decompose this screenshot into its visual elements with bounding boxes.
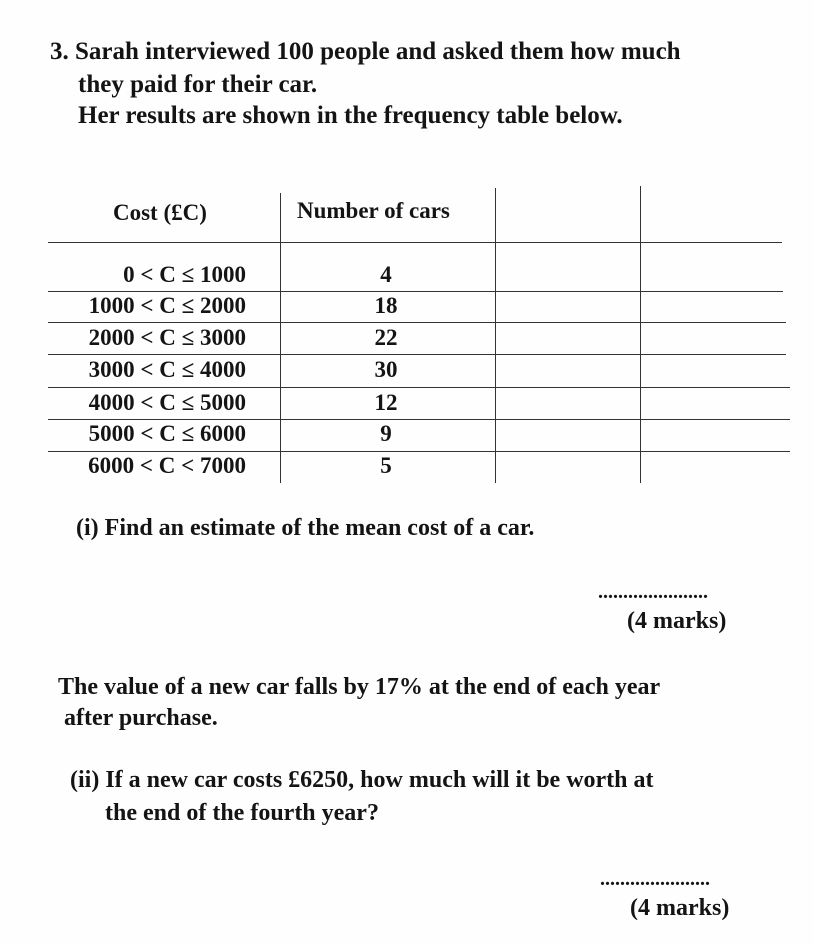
table-row-rule xyxy=(48,322,786,323)
part-i-question: (i) Find an estimate of the mean cost of a car. xyxy=(76,515,535,541)
part-ii-question-line-1: (ii) If a new car costs £6250, how much will it be worth at xyxy=(70,767,654,793)
table-column-divider xyxy=(495,188,496,483)
part-i-answer-line[interactable]: ...................... xyxy=(598,581,708,603)
table-cell-count: 18 xyxy=(374,293,398,318)
table-cell-count: 30 xyxy=(374,357,398,382)
part-ii-marks: (4 marks) xyxy=(630,895,730,921)
table-cell-count: 4 xyxy=(380,262,392,287)
table-cell-cost: 6000 < C < 7000 xyxy=(88,453,246,478)
table-header-number: Number of cars xyxy=(297,198,450,223)
table-cell-count: 9 xyxy=(380,421,392,446)
statement-line-2: after purchase. xyxy=(64,705,218,731)
table-cell-cost: 0 < C ≤ 1000 xyxy=(123,262,246,287)
table-row-rule xyxy=(48,354,786,355)
question-text-line-3: Her results are shown in the frequency table below. xyxy=(78,102,623,129)
table-row-rule xyxy=(48,387,790,388)
question-text-line-2: they paid for their car. xyxy=(78,71,318,98)
part-ii-answer-line[interactable]: ...................... xyxy=(600,868,710,890)
table-cell-count: 5 xyxy=(380,453,392,478)
table-header-cost: Cost (£C) xyxy=(113,200,207,225)
table-cell-cost: 5000 < C ≤ 6000 xyxy=(88,421,246,446)
table-column-divider xyxy=(640,186,641,483)
table-cell-cost: 4000 < C ≤ 5000 xyxy=(88,390,246,415)
table-cell-cost: 1000 < C ≤ 2000 xyxy=(88,293,246,318)
table-cell-count: 12 xyxy=(374,390,398,415)
table-header-rule xyxy=(48,242,782,243)
statement-line-1: The value of a new car falls by 17% at the end of each year xyxy=(58,674,661,700)
table-cell-count: 22 xyxy=(374,325,398,350)
question-text-line-1: 3. Sarah interviewed 100 people and asked them how much xyxy=(50,38,681,65)
part-i-marks: (4 marks) xyxy=(627,608,727,634)
table-cell-cost: 3000 < C ≤ 4000 xyxy=(88,357,246,382)
table-cell-cost: 2000 < C ≤ 3000 xyxy=(88,325,246,350)
part-ii-question-line-2: the end of the fourth year? xyxy=(105,800,379,826)
